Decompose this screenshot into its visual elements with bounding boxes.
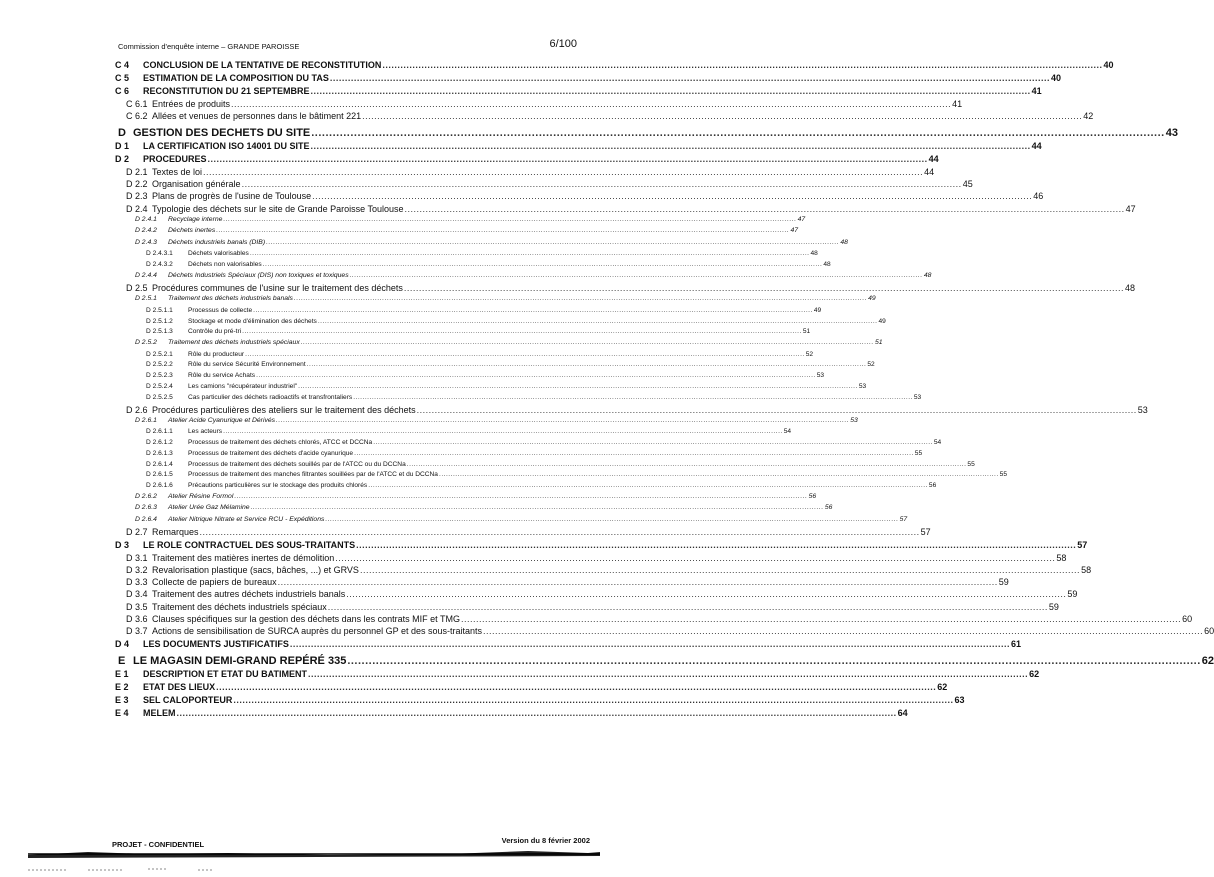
toc-entry-title: LE ROLE CONTRACTUEL DES SOUS-TRAITANTS — [143, 539, 356, 550]
toc-leader-dots — [382, 60, 1102, 70]
toc-entry-page: 48 — [1124, 283, 1135, 293]
toc-leader-dots — [245, 351, 805, 358]
toc-entry-title: Rôle du service Sécurité Environnement — [188, 361, 306, 369]
toc-leader-dots — [242, 328, 802, 335]
toc-entry-number: D 2.4.1 — [135, 215, 157, 223]
toc-entry-page: 55 — [999, 471, 1007, 479]
toc-entry-page: 59 — [1048, 601, 1059, 612]
toc-entry — [126, 178, 973, 192]
toc-entry-number: D 2.2 — [126, 178, 148, 189]
toc-entry-title: CONCLUSION DE LA TENTATIVE DE RECONSTITUTION — [143, 60, 382, 70]
toc-entry-page: 58 — [1056, 552, 1067, 563]
toc-entry-title: Les camions "récupérateur industriel" — [188, 382, 298, 390]
toc-entry-page: 62 — [1029, 668, 1040, 679]
toc-entry-number: D 2.4.2 — [135, 227, 157, 235]
toc-entry-title: Procédures particulières des ateliers sur le traitement des déchets — [152, 404, 416, 415]
toc-entry-page: 44 — [1031, 140, 1042, 151]
toc-entry-page: 42 — [1083, 111, 1094, 122]
toc-entry-title: Déchets non valorisables — [188, 260, 262, 268]
toc-entry-page: 62 — [937, 681, 948, 692]
toc-leader-dots — [461, 614, 1181, 624]
toc-entry — [115, 153, 939, 167]
toc-entry-title: Rôle du service Achats — [188, 372, 256, 380]
toc-entry-title: Processus de traitement des déchets souillés par de l'ATCC ou du DCCNa — [188, 460, 406, 468]
toc-entry-number: D 2.6.1 — [135, 416, 157, 424]
toc-entry-page: 41 — [952, 99, 963, 109]
toc-leader-dots — [354, 450, 914, 457]
toc-entry-page: 59 — [1067, 589, 1078, 600]
footer-version: Version du 8 février 2002 — [501, 836, 590, 845]
toc-entry-title: Traitement des autres déchets industriels banals — [152, 589, 346, 600]
toc-entry-page: 49 — [878, 317, 886, 325]
toc-entry-page: 53 — [858, 382, 867, 390]
toc-entry-page: 51 — [802, 328, 811, 336]
toc-leader-dots — [373, 439, 933, 446]
toc-entry-title: DESCRIPTION ET ETAT DU BATIMENT — [143, 668, 307, 679]
toc-entry — [115, 73, 1061, 86]
toc-entry-page: 49 — [813, 306, 822, 314]
toc-entry-title: Traitement des déchets industriels spéciaux — [168, 339, 300, 347]
toc-leader-dots — [242, 179, 962, 189]
toc-entry-title: RECONSTITUTION DU 21 SEPTEMBRE — [143, 86, 310, 96]
toc-entry-page: 51 — [874, 339, 883, 347]
toc-entry-title: Actions de sensibilisation de SURCA auprès du personnel GP et des sous-traitants — [152, 626, 483, 637]
toc-entry — [115, 668, 1040, 682]
toc-leader-dots — [311, 127, 1164, 139]
toc-entry-number: C 6.2 — [126, 111, 148, 122]
scan-noise — [28, 867, 248, 873]
toc-entry — [126, 577, 1009, 590]
toc-entry — [115, 638, 1021, 652]
toc-entry-number: D 2.6.1.6 — [146, 482, 173, 490]
toc-leader-dots — [256, 372, 816, 379]
toc-entry-number: C 6.1 — [126, 99, 148, 109]
toc-entry — [115, 140, 1042, 154]
toc-entry-page: 54 — [933, 439, 942, 446]
toc-leader-dots — [328, 602, 1048, 612]
toc-leader-dots — [347, 655, 1200, 667]
toc-entry-number: D — [118, 126, 126, 139]
toc-entry — [126, 614, 1193, 627]
toc-leader-dots — [318, 318, 878, 325]
toc-entry-page: 52 — [805, 350, 814, 358]
toc-leader-dots — [362, 111, 1082, 121]
toc-entry-number: D 2.5.2.4 — [146, 382, 173, 390]
toc-entry-title: Allées et venues de personnes dans le bâtiment 221 — [152, 111, 362, 122]
toc-leader-dots — [276, 417, 849, 424]
toc-entry — [126, 552, 1067, 566]
toc-entry-page: 64 — [897, 707, 908, 718]
toc-entry-title: Cas particulier des déchets radioactifs et transfrontaliers — [188, 393, 353, 401]
toc-entry-number: D 2.5.2.5 — [146, 393, 173, 401]
header-commission: Commission d'enquête interne – GRANDE PAROISSE — [118, 42, 300, 51]
toc-leader-dots — [234, 493, 807, 500]
toc-leader-dots — [263, 261, 823, 268]
toc-entry — [126, 283, 1135, 296]
toc-entry-page: 62 — [1201, 654, 1214, 667]
toc-entry — [118, 126, 1178, 140]
toc-entry-number: D 2.5.1 — [135, 295, 157, 303]
toc-leader-dots — [278, 577, 998, 587]
toc-entry-title: LES DOCUMENTS JUSTIFICATIFS — [143, 638, 289, 649]
toc-entry-page: 61 — [1010, 638, 1021, 649]
toc-entry — [115, 694, 965, 708]
toc-entry-title: Recyclage interne — [168, 215, 223, 223]
toc-entry — [115, 60, 1114, 73]
toc-entry — [115, 86, 1042, 99]
toc-entry-page: 52 — [867, 361, 875, 369]
toc-entry — [126, 99, 963, 112]
toc-entry — [126, 191, 1044, 204]
toc-entry-page: 59 — [998, 577, 1009, 588]
toc-leader-dots — [311, 141, 1031, 151]
toc-entry-title: Atelier Résine Formol — [168, 493, 234, 500]
toc-entry-title: Déchets valorisables — [188, 250, 249, 257]
toc-entry-number: D 2.5.1.3 — [146, 328, 173, 336]
toc-entry-title: Déchets industriels banals (DIB) — [168, 238, 266, 246]
toc-leader-dots — [208, 154, 928, 164]
toc-leader-dots — [233, 695, 953, 705]
footer-rule — [28, 849, 600, 858]
toc-leader-dots — [307, 361, 867, 368]
toc-entry-page: 54 — [783, 428, 792, 436]
toc-entry-page: 58 — [1081, 564, 1092, 575]
toc-entry-title: Contrôle du pré-tri — [188, 328, 242, 336]
toc-entry-number: D 2.6.1.3 — [146, 449, 173, 457]
toc-leader-dots — [311, 86, 1031, 96]
toc-entry — [126, 589, 1078, 602]
toc-entry-title: Traitement des déchets industriels banals — [168, 295, 293, 303]
toc-entry-title: Collecte de papiers de bureaux — [152, 577, 277, 588]
toc-leader-dots — [407, 461, 967, 468]
toc-entry-page: 47 — [790, 227, 799, 235]
toc-entry-number: D 2.4.4 — [135, 271, 157, 279]
toc-entry-page: 48 — [810, 250, 818, 257]
toc-entry-number: D 2.4.3.2 — [146, 260, 173, 268]
toc-leader-dots — [325, 516, 898, 523]
toc-entry-title: LE MAGASIN DEMI-GRAND REPÉRÉ 335 — [133, 654, 347, 667]
toc-leader-dots — [177, 708, 897, 718]
toc-entry-title: Procédures communes de l'usine sur le traitement des déchets — [152, 283, 403, 293]
toc-leader-dots — [251, 504, 824, 511]
toc-entry-title: Revalorisation plastique (sacs, bâches, ...) et GRVS — [152, 564, 359, 575]
toc-entry-number: D 1 — [115, 140, 130, 151]
toc-entry-page: 47 — [1125, 203, 1136, 214]
toc-entry-number: D 2 — [115, 153, 130, 164]
toc-entry-number: D 3 — [115, 539, 130, 550]
toc-entry-page: 48 — [840, 238, 848, 246]
toc-entry-number: D 2.6 — [126, 404, 148, 415]
toc-leader-dots — [216, 227, 789, 234]
toc-leader-dots — [200, 527, 920, 537]
toc-entry-page: 48 — [823, 260, 831, 268]
toc-entry — [126, 166, 935, 180]
toc-entry-number: D 2.6.4 — [135, 515, 157, 523]
toc-entry-page: 56 — [808, 493, 817, 500]
toc-entry-number: E 1 — [115, 668, 129, 679]
toc-entry-page: 55 — [914, 449, 923, 457]
toc-entry-number: D 2.5.1.2 — [146, 317, 173, 325]
toc-entry — [126, 404, 1148, 418]
toc-entry-title: Déchets inertes — [168, 227, 216, 235]
toc-entry-page: 44 — [928, 153, 939, 164]
toc-entry-number: D 3.6 — [126, 614, 148, 624]
toc-entry-number: D 2.6.1.5 — [146, 471, 173, 479]
toc-entry — [126, 626, 1214, 639]
toc-entry-page: 49 — [868, 295, 876, 303]
toc-entry-title: MELEM — [143, 707, 176, 718]
toc-entry-number: C 6 — [115, 86, 130, 96]
toc-entry-number: C 4 — [115, 60, 130, 70]
toc-entry-number: E 2 — [115, 681, 129, 692]
toc-entry-title: Déchets Industriels Spéciaux (DIS) non toxiques et toxiques — [168, 271, 349, 279]
toc-entry-page: 57 — [1077, 539, 1088, 550]
toc-entry-title: Entrées de produits — [152, 99, 231, 109]
page-number: 6/100 — [549, 38, 577, 50]
toc-leader-dots — [290, 639, 1010, 649]
toc-entry-page: 40 — [1103, 60, 1114, 70]
toc-entry-title: Clauses spécifiques sur la gestion des déchets dans les contrats MIF et TMG — [152, 614, 460, 624]
toc-leader-dots — [356, 540, 1076, 550]
toc-entry-number: D 4 — [115, 638, 130, 649]
toc-entry-number: D 3.2 — [126, 564, 148, 575]
toc-leader-dots — [250, 250, 810, 257]
toc-entry-title: Processus de traitement des déchets chlorés, ATCC et DCCNa — [188, 439, 373, 446]
toc-entry-number: D 2.4.3 — [135, 238, 157, 246]
toc-leader-dots — [253, 307, 813, 314]
toc-entry-page: 53 — [913, 393, 922, 401]
toc-leader-dots — [404, 283, 1124, 293]
toc-entry-title: Typologie des déchets sur le site de Grande Paroisse Toulouse — [152, 203, 404, 214]
toc-leader-dots — [353, 394, 913, 401]
toc-entry-page: 43 — [1165, 126, 1178, 139]
toc-entry — [115, 707, 908, 721]
toc-entry-page: 63 — [954, 694, 965, 705]
toc-entry-number: D 2.1 — [126, 166, 148, 177]
toc-leader-dots — [312, 191, 1032, 201]
toc-entry-number: D 2.6.1.2 — [146, 439, 173, 446]
toc-leader-dots — [360, 565, 1080, 575]
toc-entry-title: LA CERTIFICATION ISO 14001 DU SITE — [143, 140, 310, 151]
toc-entry-page: 48 — [923, 271, 932, 279]
toc-leader-dots — [308, 669, 1028, 679]
toc-entry — [118, 654, 1214, 668]
toc-leader-dots — [223, 216, 796, 223]
toc-entry — [126, 203, 1136, 217]
toc-entry-title: SEL CALOPORTEUR — [143, 694, 233, 705]
toc-entry — [126, 601, 1059, 615]
toc-entry-title: ESTIMATION DE LA COMPOSITION DU TAS — [143, 73, 329, 83]
toc-entry-page: 57 — [899, 515, 908, 523]
toc-entry-title: ETAT DES LIEUX — [143, 681, 216, 692]
toc-leader-dots — [294, 295, 867, 302]
footer-confidential: PROJET - CONFIDENTIEL — [112, 840, 205, 849]
toc-entry-number: D 2.6.3 — [135, 504, 157, 512]
toc-leader-dots — [330, 73, 1050, 83]
toc-entry-number: D 3.7 — [126, 626, 148, 637]
toc-entry-number: D 2.3 — [126, 191, 148, 202]
toc-entry — [115, 681, 948, 695]
toc-entry-title: Les acteurs — [188, 428, 223, 436]
toc-entry-page: 57 — [920, 527, 931, 538]
toc-leader-dots — [439, 471, 999, 478]
toc-entry-page: 40 — [1050, 73, 1061, 83]
toc-entry-number: D 3.4 — [126, 589, 148, 600]
toc-entry-number: E 4 — [115, 707, 129, 718]
toc-entry-title: Processus de traitement des déchets d'acide cyanurique — [188, 449, 354, 457]
toc-entry-number: D 3.3 — [126, 577, 148, 588]
toc-entry-title: Précautions particulières sur le stockage des produits chlorés — [188, 482, 368, 490]
toc-entry-title: GESTION DES DECHETS DU SITE — [133, 126, 311, 139]
toc-entry-number: E 3 — [115, 694, 129, 705]
toc-entry-title: Traitement des déchets industriels spéciaux — [152, 601, 327, 612]
toc-entry-title: Atelier Acide Cyanurique et Dérivés — [168, 416, 276, 424]
toc-leader-dots — [216, 682, 936, 692]
toc-entry-title: Remarques — [152, 527, 199, 538]
toc-entry — [126, 527, 931, 540]
toc-entry-page: 53 — [1137, 404, 1148, 415]
toc-entry-number: D 2.5.2.3 — [146, 372, 173, 380]
toc-entry-title: Processus de traitement des manches filtrantes souillées par de l'ATCC et du DCCNa — [188, 471, 438, 479]
toc-leader-dots — [483, 626, 1203, 636]
toc-entry-title: Rôle du producteur — [188, 350, 245, 358]
toc-entry-number: D 2.6.2 — [135, 493, 157, 500]
toc-entry-number: D 2.5.1.1 — [146, 306, 173, 314]
toc-entry-number: D 2.6.1.4 — [146, 460, 173, 468]
toc-entry-title: Organisation générale — [152, 178, 241, 189]
toc-entry-title: Atelier Urée Gaz Mélamine — [168, 504, 250, 512]
toc-entry-number: D 2.4.3.1 — [146, 250, 173, 257]
toc-entry-page: 56 — [928, 482, 937, 490]
toc-leader-dots — [335, 553, 1055, 563]
toc-entry-page: 55 — [967, 460, 975, 468]
toc-entry-title: Atelier Nitrique Nitrate et Service RCU - Expéditions — [168, 515, 325, 523]
toc-entry-title: PROCEDURES — [143, 153, 207, 164]
toc-leader-dots — [417, 405, 1137, 415]
toc-leader-dots — [301, 339, 874, 346]
toc-entry-page: 47 — [797, 215, 806, 223]
toc-leader-dots — [266, 239, 839, 246]
toc-entry-number: D 2.4 — [126, 203, 148, 214]
toc-entry-number: C 5 — [115, 73, 130, 83]
toc-entry-number: D 3.1 — [126, 552, 148, 563]
toc-leader-dots — [368, 482, 928, 489]
toc-entry-page: 56 — [824, 504, 833, 512]
toc-entry — [126, 564, 1092, 578]
toc-leader-dots — [231, 99, 951, 109]
toc-entry-page: 46 — [1033, 191, 1044, 202]
toc-entry-number: E — [118, 654, 126, 667]
toc-leader-dots — [346, 589, 1066, 599]
toc-leader-dots — [223, 428, 783, 435]
toc-leader-dots — [298, 383, 858, 390]
toc-entry-page: 53 — [850, 416, 858, 424]
toc-entry-number: D 2.5.2.1 — [146, 350, 173, 358]
toc-entry-title: Stockage et mode d'élimination des déchets — [188, 317, 317, 325]
toc-entry — [126, 111, 1094, 124]
toc-entry-number: D 2.5 — [126, 283, 148, 293]
toc-entry-page: 53 — [816, 372, 825, 380]
toc-entry-title: Plans de progrès de l'usine de Toulouse — [152, 191, 312, 202]
toc-entry-page: 44 — [924, 166, 935, 177]
toc-entry — [115, 539, 1088, 553]
toc-entry-number: D 2.7 — [126, 527, 148, 538]
toc-entry-page: 60 — [1204, 626, 1214, 637]
toc-entry-title: Processus de collecte — [188, 306, 253, 314]
toc-leader-dots — [203, 167, 923, 177]
toc-leader-dots — [405, 204, 1125, 214]
toc-entry-page: 41 — [1031, 86, 1042, 96]
toc-leader-dots — [350, 272, 923, 279]
toc-entry-number: D 3.5 — [126, 601, 148, 612]
toc-entry-number: D 2.6.1.1 — [146, 428, 173, 436]
toc-entry-title: Traitement des matières inertes de démolition — [152, 552, 335, 563]
toc-entry-title: Textes de loi — [152, 166, 203, 177]
toc-entry-page: 60 — [1182, 614, 1193, 624]
toc-entry-number: D 2.5.2.2 — [146, 361, 173, 369]
toc-entry-number: D 2.5.2 — [135, 339, 157, 347]
toc-entry-page: 45 — [962, 178, 973, 189]
